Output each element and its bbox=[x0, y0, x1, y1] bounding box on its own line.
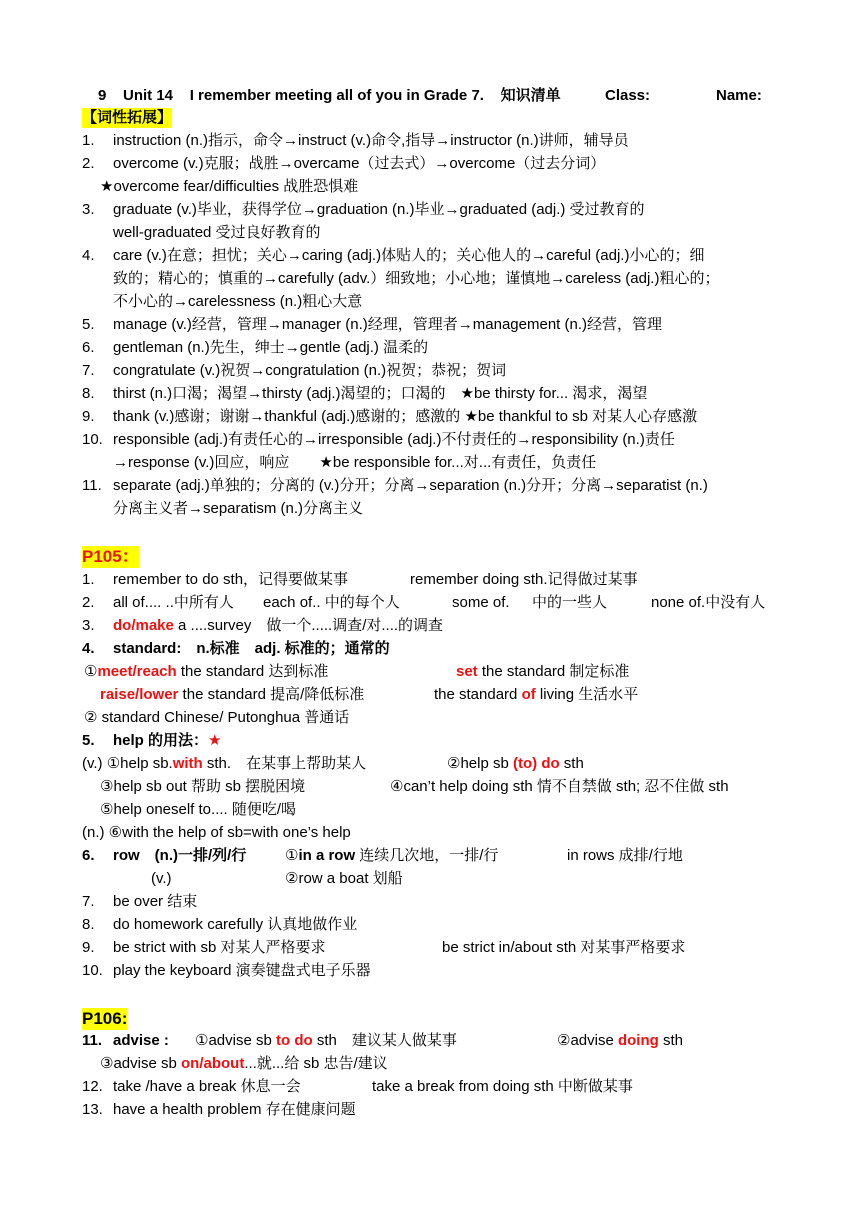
section-title-p105: P105： bbox=[82, 547, 139, 566]
star-icon: ★ bbox=[208, 732, 222, 749]
list-item-text: ②help sb (to) do sth bbox=[447, 755, 584, 772]
doc-header bbox=[98, 86, 561, 106]
list-item-text: advise : bbox=[113, 1032, 169, 1049]
list-item-text: raise/lower the standard 提高/降低标准 bbox=[100, 686, 365, 703]
list-item-text: instruction (n.)指示，命令→instruct (v.)命令,指导→instructor (n.)讲师，辅导员 bbox=[113, 132, 629, 149]
list-item-text: some of. bbox=[452, 594, 510, 611]
list-item-text: separate (adj.)单独的；分离的 (v.)分开；分离→separation (n.)分开；分离→separatist (n.) bbox=[113, 477, 708, 494]
list-item-text: in rows 成排/行地 bbox=[567, 847, 683, 864]
list-item-text: →response (v.)回应，响应 ★be responsible for...对...有责任，负责任 bbox=[113, 454, 597, 471]
list-item-number: 11. bbox=[82, 477, 102, 494]
unit-number: 9 bbox=[98, 87, 107, 104]
section-title-word-forms: 【词性拓展】 bbox=[82, 109, 173, 126]
list-item-text: overcome (v.)克服；战胜→overcame（过去式）→overcome（过去分词） bbox=[113, 155, 606, 172]
list-item-number: 5. bbox=[82, 316, 95, 333]
section-title-p106: P106: bbox=[82, 1009, 128, 1028]
list-item-number: 1. bbox=[82, 132, 95, 149]
list-item-text: none of.中没有人 bbox=[651, 594, 766, 611]
list-item: 7. bbox=[82, 893, 95, 910]
list-item-number: 3. bbox=[82, 201, 95, 218]
list-item: 9. bbox=[82, 939, 95, 956]
list-item-text: congratulate (v.)祝贺→congratulation (n.)祝贺；恭祝；贺词 bbox=[113, 362, 507, 379]
list-item-text: remember doing sth.记得做过某事 bbox=[410, 571, 638, 588]
list-item-text: graduate (v.)毕业，获得学位→graduation (n.)毕业→graduated (adj.) 受过教育的 bbox=[113, 201, 645, 218]
list-item-text: ①meet/reach the standard 达到标准 bbox=[84, 663, 329, 680]
list-item-text: ①advise sb to do sth 建议某人做某事 bbox=[195, 1032, 457, 1049]
name-label: Name: bbox=[716, 87, 762, 104]
list-item-text: (n.) ⑥with the help of sb=with one’s help bbox=[82, 824, 351, 841]
list-item: 2. bbox=[82, 594, 95, 611]
list-item-text: ⑤help oneself to.... 随便吃/喝 bbox=[100, 801, 297, 818]
list-item-text: (v.) bbox=[151, 870, 172, 887]
class-label: Class: bbox=[605, 87, 651, 104]
list-item-text: responsible (adj.)有责任心的→irresponsible (adj.)不付责任的→responsibility (n.)责任 bbox=[113, 431, 675, 448]
list-item-text: ③help sb out 帮助 sb 摆脱困境 bbox=[100, 778, 306, 795]
list-item-number: 8. bbox=[82, 385, 95, 402]
list-item-text: ④can’t help doing sth 情不自禁做 sth; 忍不住做 sth bbox=[390, 778, 729, 795]
page-title: I remember meeting all of you in Grade 7. bbox=[189, 87, 484, 104]
list-item-text: ②row a boat 划船 bbox=[285, 870, 403, 887]
list-item-text: ★overcome fear/difficulties 战胜恐惧难 bbox=[100, 178, 359, 195]
list-item-text: row (n.)一排/列/行 bbox=[113, 847, 247, 864]
list-item-number: 7. bbox=[82, 362, 95, 379]
list-item-text: help 的用法：★ bbox=[113, 732, 222, 749]
list-item-text: 分离主义者→separatism (n.)分离主义 bbox=[113, 500, 364, 517]
page-subtitle: 知识清单 bbox=[500, 87, 561, 104]
list-item-text: take a break from doing sth 中断做某事 bbox=[372, 1078, 633, 1095]
list-item-text: care (v.)在意；担忧；关心→caring (adj.)体贴人的；关心他人的→careful (adj.)小心的；细 bbox=[113, 247, 705, 264]
list-item-text: be strict in/about sth 对某事严格要求 bbox=[442, 939, 686, 956]
list-item-text: 中的一些人 bbox=[532, 594, 608, 611]
list-item-text: take /have a break 休息一会 bbox=[113, 1078, 301, 1095]
list-item: 11. bbox=[82, 1032, 103, 1049]
list-item-number: 6. bbox=[82, 339, 95, 356]
list-item: 6. bbox=[82, 847, 95, 864]
list-item-text: the standard of living 生活水平 bbox=[434, 686, 639, 703]
list-item-text: gentleman (n.)先生，绅士→gentle (adj.) 温柔的 bbox=[113, 339, 429, 356]
list-item-text: thank (v.)感谢；谢谢→thankful (adj.)感谢的；感激的 ★be thankful to sb 对某人心存感激 bbox=[113, 408, 698, 425]
list-item-text: be strict with sb 对某人严格要求 bbox=[113, 939, 326, 956]
list-item-text: ③advise sb on/about...就...给 sb 忠告/建议 bbox=[100, 1055, 388, 1072]
list-item-text: 致的；精心的；慎重的→carefully (adv.）细致地；小心地；谨慎地→careless (adj.)粗心的； bbox=[113, 270, 720, 287]
list-item-text: all of.... ..中所有人 bbox=[113, 594, 234, 611]
unit-label: Unit 14 bbox=[123, 87, 174, 104]
list-item-text: ②advise doing sth bbox=[557, 1032, 683, 1049]
list-item: 12. bbox=[82, 1078, 103, 1095]
list-item-text: do/make a ....survey 做一个.....调查/对....的调查 bbox=[113, 617, 444, 634]
list-item-number: 4. bbox=[82, 247, 95, 264]
list-item-text: standard: n.标准 adj. 标准的；通常的 bbox=[113, 640, 390, 657]
list-item-text: ①in a row 连续几次地，一排/行 bbox=[285, 847, 499, 864]
list-item-number: 9. bbox=[82, 408, 95, 425]
list-item-text: be over 结束 bbox=[113, 893, 198, 910]
list-item: 1. bbox=[82, 571, 95, 588]
list-item-text: (v.) ①help sb.with sth. 在某事上帮助某人 bbox=[82, 755, 367, 772]
list-item-number: 2. bbox=[82, 155, 95, 172]
list-item-text: ② standard Chinese/ Putonghua 普通话 bbox=[84, 709, 350, 726]
list-item: 4. bbox=[82, 640, 95, 657]
list-item: 8. bbox=[82, 916, 95, 933]
list-item-text: have a health problem 存在健康问题 bbox=[113, 1101, 356, 1118]
list-item-text: remember to do sth，记得要做某事 bbox=[113, 571, 349, 588]
list-item: 3. bbox=[82, 617, 95, 634]
list-item-text: thirst (n.)口渴；渴望→thirsty (adj.)渴望的；口渴的 ★be thirsty for... 渴求，渴望 bbox=[113, 385, 648, 402]
list-item-number: 10. bbox=[82, 431, 103, 448]
list-item: 5. bbox=[82, 732, 95, 749]
list-item: 13. bbox=[82, 1101, 103, 1118]
list-item-text: 不小心的→carelessness (n.)粗心大意 bbox=[113, 293, 363, 310]
list-item-text: play the keyboard 演奏键盘式电子乐器 bbox=[113, 962, 371, 979]
list-item-text: manage (v.)经营，管理→manager (n.)经理，管理者→management (n.)经营，管理 bbox=[113, 316, 663, 333]
list-item: 10. bbox=[82, 962, 103, 979]
list-item-text: each of.. 中的每个人 bbox=[263, 594, 400, 611]
list-item-text: well-graduated 受过良好教育的 bbox=[113, 224, 321, 241]
list-item-text: set the standard 制定标准 bbox=[456, 663, 630, 680]
list-item-text: do homework carefully 认真地做作业 bbox=[113, 916, 358, 933]
